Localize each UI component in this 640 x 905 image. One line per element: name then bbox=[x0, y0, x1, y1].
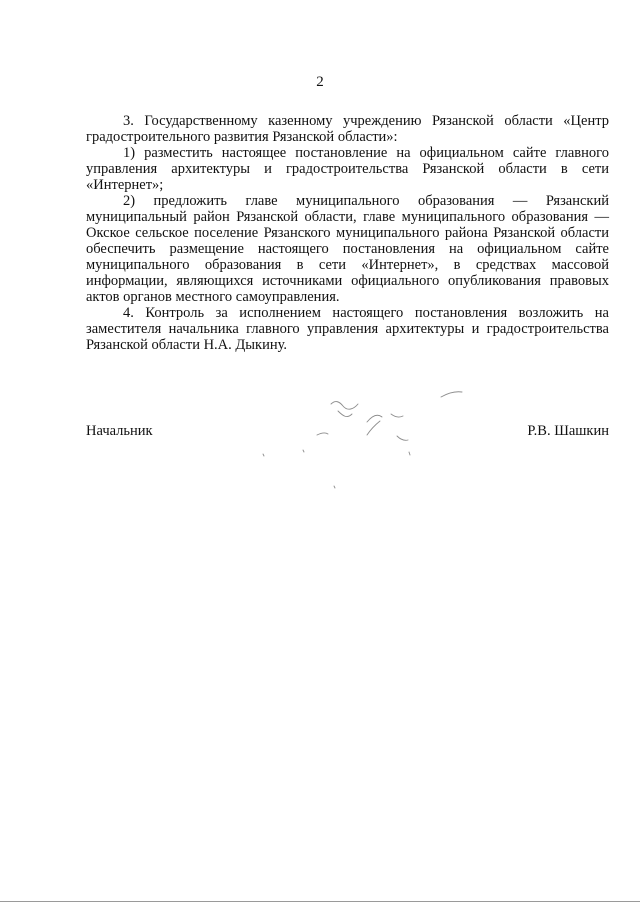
handwritten-signature bbox=[255, 380, 485, 490]
paragraph-item-3: 3. Государственному казенному учреждению Рязанской области «Центр градостроительного развития Рязанской области»: bbox=[86, 113, 609, 145]
signatory-name: Р.В. Шашкин bbox=[527, 423, 609, 439]
page-number: 2 bbox=[316, 74, 324, 90]
document-body bbox=[86, 113, 609, 353]
paragraph-item-4: 4. Контроль за исполнением настоящего постановления возложить на заместителя начальника главного управления архитектуры и градостроительства Рязанской области Н.А. Дыкину. bbox=[86, 305, 609, 353]
signatory-position: Начальник bbox=[86, 423, 153, 439]
paragraph-subitem-2: 2) предложить главе муниципального образования — Рязанский муниципальный район Рязанской области, главе муниципального образования — Окское сельское поселение Рязанского муниципального района Рязанской области обеспечить размещение настоящего постановления на официальном сайте муниципального образования в сети «Интернет», в средствах массовой информации, являющихся источниками официального опубликования правовых актов органов местного самоуправления. bbox=[86, 193, 609, 305]
bottom-edge-line bbox=[0, 901, 640, 902]
paragraph-subitem-1: 1) разместить настоящее постановление на официальном сайте главного управления архитектуры и градостроительства Рязанской области в сети «Интернет»; bbox=[86, 145, 609, 193]
